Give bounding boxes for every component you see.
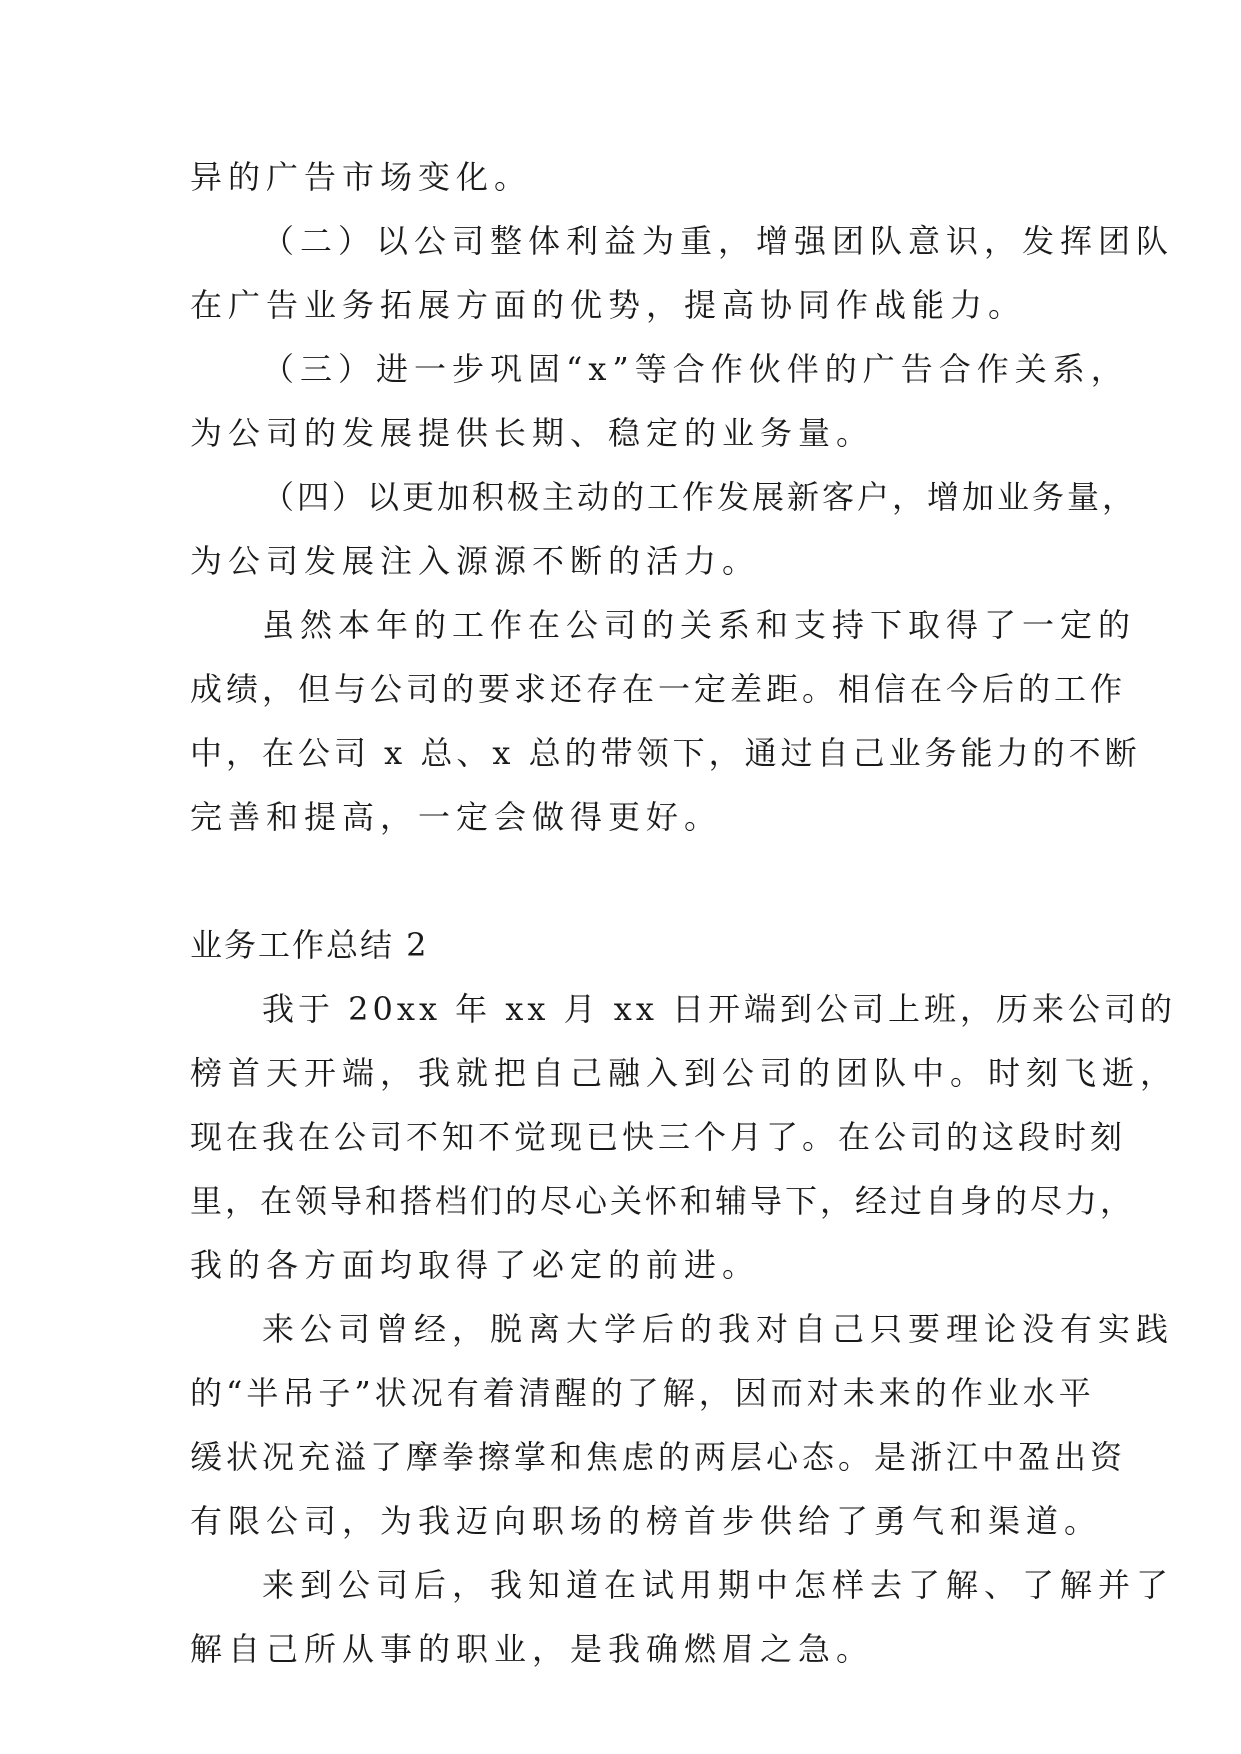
paragraph-line: （三）进一步巩固“x”等合作伙伴的广告合作关系， bbox=[262, 350, 1129, 388]
paragraph-line: 榜首天开端，我就把自己融入到公司的团队中。时刻飞逝， bbox=[190, 1054, 1179, 1092]
paragraph-line: （二）以公司整体利益为重，增强团队意识，发挥团队 bbox=[262, 222, 1175, 260]
paragraph-line: 的“半吊子”状况有着清醒的了解，因而对未来的作业水平 bbox=[190, 1374, 1095, 1412]
paragraph-line: 在广告业务拓展方面的优势，提高协同作战能力。 bbox=[190, 286, 1027, 324]
section-gap bbox=[190, 849, 1050, 913]
section-heading: 业务工作总结 2 bbox=[190, 926, 429, 964]
document-body bbox=[190, 145, 1179, 1681]
paragraph-line: 异的广告市场变化。 bbox=[190, 158, 533, 196]
paragraph-line: 解自己所从事的职业，是我确燃眉之急。 bbox=[190, 1630, 875, 1668]
paragraph-line: 成绩，但与公司的要求还存在一定差距。相信在今后的工作 bbox=[190, 670, 1127, 708]
paragraph-line: 我于 20xx 年 xx 月 xx 日开端到公司上班，历来公司的 bbox=[262, 990, 1177, 1028]
paragraph-line: 来公司曾经，脱离大学后的我对自己只要理论没有实践 bbox=[262, 1310, 1175, 1348]
paragraph-line: 虽然本年的工作在公司的关系和支持下取得了一定的 bbox=[262, 606, 1137, 644]
paragraph-line: 为公司的发展提供长期、稳定的业务量。 bbox=[190, 414, 875, 452]
paragraph-line: 里，在领导和搭档们的尽心关怀和辅导下，经过自身的尽力， bbox=[190, 1182, 1136, 1220]
paragraph-line: 缓状况充溢了摩拳擦掌和焦虑的两层心态。是浙江中盈出资 bbox=[190, 1438, 1127, 1476]
paragraph-line: 为公司发展注入源源不断的活力。 bbox=[190, 542, 761, 580]
paragraph-line: 我的各方面均取得了必定的前进。 bbox=[190, 1246, 761, 1284]
paragraph-line: （四）以更加积极主动的工作发展新客户，增加业务量， bbox=[262, 478, 1138, 516]
paragraph-line: 完善和提高，一定会做得更好。 bbox=[190, 798, 723, 836]
paragraph-line: 来到公司后，我知道在试用期中怎样去了解、了解并了 bbox=[262, 1566, 1175, 1604]
paragraph-line: 现在我在公司不知不觉现已快三个月了。在公司的这段时刻 bbox=[190, 1118, 1127, 1156]
paragraph-line: 中，在公司 x 总、x 总的带领下，通过自己业务能力的不断 bbox=[190, 734, 1141, 772]
paragraph-line: 有限公司，为我迈向职场的榜首步供给了勇气和渠道。 bbox=[190, 1502, 1103, 1540]
